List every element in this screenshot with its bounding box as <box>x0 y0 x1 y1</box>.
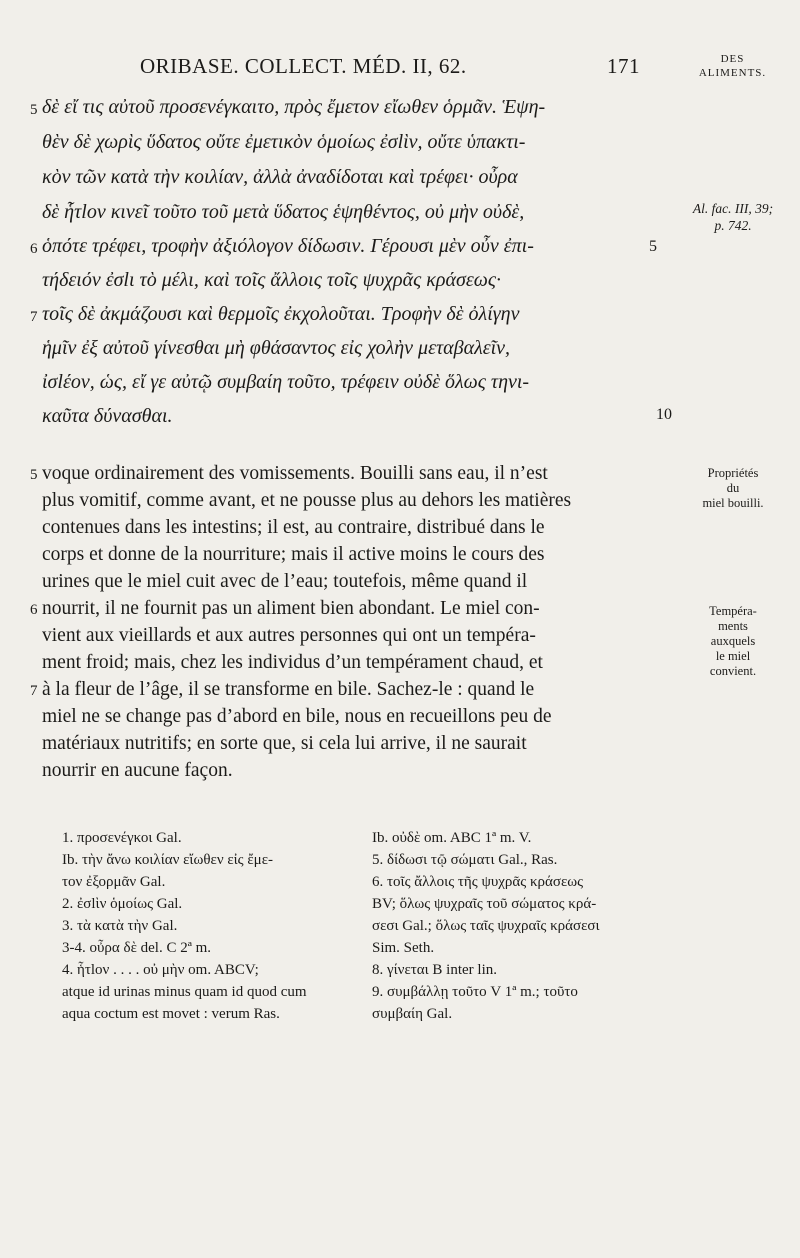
margin-heading-properties <box>678 466 788 511</box>
footnote-line: 8. γίνεται B inter lin. <box>372 962 497 978</box>
margin-heading-line: Tempéra- <box>709 604 757 618</box>
section-number: 5 <box>30 467 38 483</box>
running-header <box>140 54 640 82</box>
margin-heading-line: auxquels <box>710 634 756 648</box>
french-line: corps et donne de la nourriture; mais il active moins le cours des <box>42 544 545 565</box>
section-number: 5 <box>30 102 38 118</box>
margin-heading-line: du <box>726 481 740 495</box>
greek-line: δὲ εἴ τις αὐτοῦ προσενέγκαιτο, πρὸς ἔμετον εἴωθεν ὁρμᾶν. Ἑψη- <box>42 96 546 118</box>
greek-line: ὁπότε τρέφει, τροφὴν ἀξιόλογον δίδωσιν. Γέρουσι μὲν οὖν ἐπι- <box>42 235 534 257</box>
footnote-line: BV; ὅλως ψυχραῖς τοῦ σώματος κρά- <box>372 896 597 912</box>
margin-heading-line: Propriétés <box>707 466 759 480</box>
line-counter: 10 <box>656 406 672 423</box>
footnote-line: Ib. οὐδὲ om. ABC 1ª m. V. <box>372 830 532 846</box>
french-line: nourrit, il ne fournit pas un aliment bien abondant. Le miel con- <box>42 598 540 619</box>
greek-line: ἡμῖν ἐξ αὐτοῦ γίνεσθαι μὴ φθάσαντος εἰς χολὴν μεταβαλεῖν, <box>42 337 511 359</box>
french-line: ment froid; mais, chez les individus d’un tempérament chaud, et <box>42 652 543 673</box>
margin-heading-line: convient. <box>709 664 757 678</box>
section-number: 6 <box>30 602 38 618</box>
margin-heading-temperaments <box>678 604 788 679</box>
footnote-line: aqua coctum est movet : verum Ras. <box>62 1006 280 1022</box>
footnote-line: 6. τοῖς ἄλλοις τῆς ψυχρᾶς κράσεως <box>372 874 584 890</box>
greek-line: τοῖς δὲ ἀκμάζουσι καὶ θερμοῖς ἐκχολοῦται. Τροφὴν δὲ ὀλίγην <box>42 303 520 325</box>
footnote-line: τον ἐξορμᾶν Gal. <box>62 874 166 890</box>
greek-line: δὲ ἧτlον κινεῖ τοῦτο τοῦ μετὰ ὕδατος ἑψηθέντος, οὐ μὴν οὐδὲ, <box>42 201 525 223</box>
margin-reference <box>678 200 788 234</box>
french-line: contenues dans les intestins; il est, au contraire, distribué dans le <box>42 517 545 538</box>
french-line: nourrir en aucune façon. <box>42 760 233 781</box>
margin-heading-line: ments <box>718 619 748 633</box>
french-line: matériaux nutritifs; en sorte que, si cela lui arrive, il ne saurait <box>42 733 527 754</box>
footnote-line: 2. ἐσlὶν ὁμοίως Gal. <box>62 896 183 912</box>
running-title: ORIBASE. COLLECT. MÉD. II, 62. <box>140 54 467 78</box>
greek-line: ἰσlέον, ὡς, εἴ γε αὐτῷ συμβαίη τοῦτο, τρέφειν οὐδὲ ὅλως τηνι- <box>42 371 530 393</box>
footnote-line: Sim. Seth. <box>372 940 435 956</box>
footnote-line: 5. δίδωσι τῷ σώματι Gal., Ras. <box>372 852 558 868</box>
greek-line: κὸν τῶν κατὰ τὴν κοιλίαν, ἀλλὰ ἀναδίδοται καὶ τρέφει· οὖρα <box>42 166 518 188</box>
footnote-line: 3. τὰ κατὰ τὴν Gal. <box>62 918 178 934</box>
french-line: plus vomitif, comme avant, et ne pousse plus au dehors les matières <box>42 490 572 511</box>
section-number: 7 <box>30 683 38 699</box>
section-heading-line: ALIMENTS. <box>698 67 767 79</box>
french-line: voque ordinairement des vomissements. Bouilli sans eau, il n’est <box>42 463 548 484</box>
section-heading <box>680 52 785 80</box>
footnote-line: συμβαίη Gal. <box>372 1006 453 1022</box>
footnote-line: 9. συμβάλλῃ τοῦτο V 1ª m.; τοῦτο <box>372 984 578 1000</box>
french-line: vient aux vieillards et aux autres personnes qui ont un tempéra- <box>42 625 536 646</box>
section-number: 6 <box>30 241 38 257</box>
french-line: à la fleur de l’âge, il se transforme en bile. Sachez-le : quand le <box>42 679 535 700</box>
footnote-line: 1. προσενέγκοι Gal. <box>62 830 182 846</box>
footnote-line: 3-4. οὖρα δὲ del. C 2ª m. <box>62 940 212 956</box>
section-number: 7 <box>30 309 38 325</box>
footnote-line: 4. ἧτlον . . . . οὐ μὴν om. ABCV; <box>62 962 259 978</box>
margin-heading-line: miel bouilli. <box>702 496 764 510</box>
french-line: miel ne se change pas d’abord en bile, nous en recueillons peu de <box>42 706 552 727</box>
margin-heading-line: le miel <box>715 649 751 663</box>
margin-reference-line: Al. fac. III, 39; <box>692 201 774 216</box>
footnote-line: σεσι Gal.; ὅλως ταῖς ψυχραῖς κράσεσι <box>372 918 600 934</box>
footnote-line: atque id urinas minus quam id quod cum <box>62 984 307 1000</box>
margin-reference-line: p. 742. <box>714 218 752 233</box>
greek-line: θὲν δὲ χωρὶς ὕδατος οὔτε ἐμετικὸν ὁμοίως ἐσlὶν, οὔτε ὑπακτι- <box>42 131 526 153</box>
footnote-line: Ib. τὴν ἄνω κοιλίαν εἴωθεν εἰς ἔμε- <box>62 852 274 868</box>
greek-line: καῦτα δύνασθαι. <box>42 405 173 427</box>
french-line: urines que le miel cuit avec de l’eau; toutefois, même quand il <box>42 571 528 592</box>
section-heading-line: DES <box>720 53 745 65</box>
page-number: 171 <box>607 54 640 78</box>
greek-line: τήδειόν ἐσlι τὸ μέλι, καὶ τοῖς ἄλλοις τοῖς ψυχρᾶς κράσεως· <box>42 269 501 291</box>
line-counter: 5 <box>649 238 657 255</box>
